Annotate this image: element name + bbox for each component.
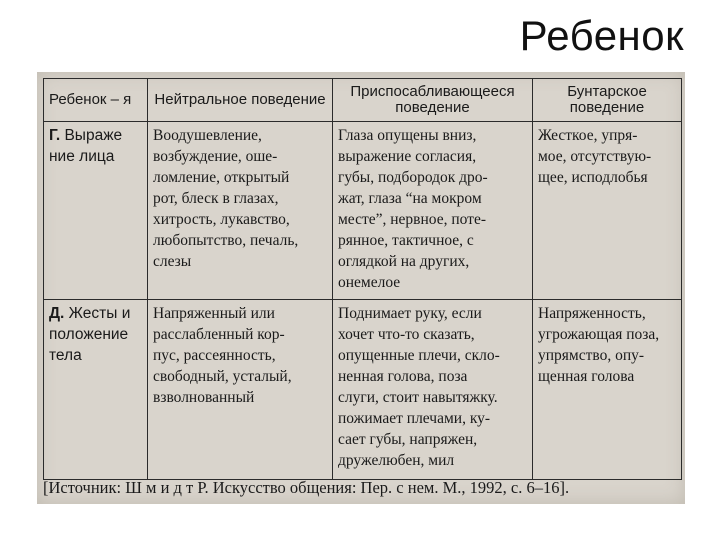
row-head-line: ние лица: [49, 148, 115, 165]
scanned-table-image: [37, 72, 685, 504]
cell-text-line: щенная голова: [538, 368, 635, 385]
header-child-me: Ребенок – я: [44, 79, 148, 122]
cell-text-line: рот, блеск в глазах,: [153, 190, 279, 207]
cell-text-line: рянное, тактичное, с: [338, 232, 474, 249]
cell-text-line: угрожающая поза,: [538, 326, 660, 343]
behavior-table: [43, 78, 682, 480]
cell-text-line: Напряженный или: [153, 305, 275, 322]
source-citation: [Источник: Ш м и д т Р. Искусство общения: Пер. с нем. М., 1992, с. 6–16].: [43, 478, 570, 497]
row-head-line: тела: [49, 347, 82, 364]
cell-text-line: пус, рассеянность,: [153, 347, 276, 364]
cell-neutral-face: [148, 122, 333, 300]
cell-text-line: мое, отсутствую-: [538, 148, 652, 165]
cell-neutral-gestures: [148, 300, 333, 480]
header-rebel: Бунтарское поведение: [533, 79, 682, 122]
cell-text-line: расслабленный кор-: [153, 326, 285, 343]
cell-text-line: Воодушевление,: [153, 127, 262, 144]
row-marker: Д.: [49, 305, 69, 322]
cell-text-line: губы, подбородок дро-: [338, 169, 488, 186]
table-row: [44, 300, 682, 480]
cell-text-line: дружелюбен, мил: [338, 452, 455, 469]
header-adaptive: Приспосабливающееся поведение: [333, 79, 533, 122]
cell-text-line: сает губы, напряжен,: [338, 431, 478, 448]
cell-text-line: упрямство, опу-: [538, 347, 645, 364]
row-head-gestures: Д. Жесты и положение тела: [44, 300, 148, 480]
cell-text-line: пожимает плечами, ку-: [338, 410, 491, 427]
slide-title: Ребенок: [519, 12, 684, 59]
cell-text-line: месте”, нервное, поте-: [338, 211, 486, 228]
cell-text-line: ненная голова, поза: [338, 368, 468, 385]
cell-adaptive-gestures: [333, 300, 533, 480]
cell-text-line: онемелое: [338, 274, 401, 291]
row-head-face: Г. Выраже ние лица: [44, 122, 148, 300]
row-marker: Г.: [49, 127, 65, 144]
cell-text-line: оглядкой на других,: [338, 253, 470, 270]
cell-text-line: опущенные плечи, скло-: [338, 347, 500, 364]
cell-text-line: возбуждение, оше-: [153, 148, 278, 165]
cell-text-line: щее, исподлобья: [538, 169, 648, 186]
cell-text-line: Напряженность,: [538, 305, 646, 322]
cell-text-line: Поднимает руку, если: [338, 305, 482, 322]
cell-rebel-face: [533, 122, 682, 300]
cell-text-line: выражение согласия,: [338, 148, 477, 165]
cell-text-line: Глаза опущены вниз,: [338, 127, 477, 144]
cell-text-line: свободный, усталый,: [153, 368, 292, 385]
cell-text-line: любопытство, печаль,: [153, 232, 299, 249]
cell-text-line: хочет что-то сказать,: [338, 326, 475, 343]
row-head-line: положение: [49, 326, 129, 343]
cell-text-line: Жесткое, упря-: [538, 127, 638, 144]
cell-text-line: жат, глаза “на мокром: [338, 190, 482, 207]
cell-text-line: слуги, стоит навытяжку.: [338, 389, 498, 406]
cell-text-line: ломление, открытый: [153, 169, 290, 186]
cell-text-line: взволнованный: [153, 389, 255, 406]
cell-adaptive-face: [333, 122, 533, 300]
cell-text-line: хитрость, лукавство,: [153, 211, 290, 228]
cell-text-line: слезы: [153, 253, 192, 270]
cell-rebel-gestures: [533, 300, 682, 480]
table-row: [44, 122, 682, 300]
header-neutral: Нейтральное поведение: [148, 79, 333, 122]
table-header-row: [44, 79, 682, 122]
